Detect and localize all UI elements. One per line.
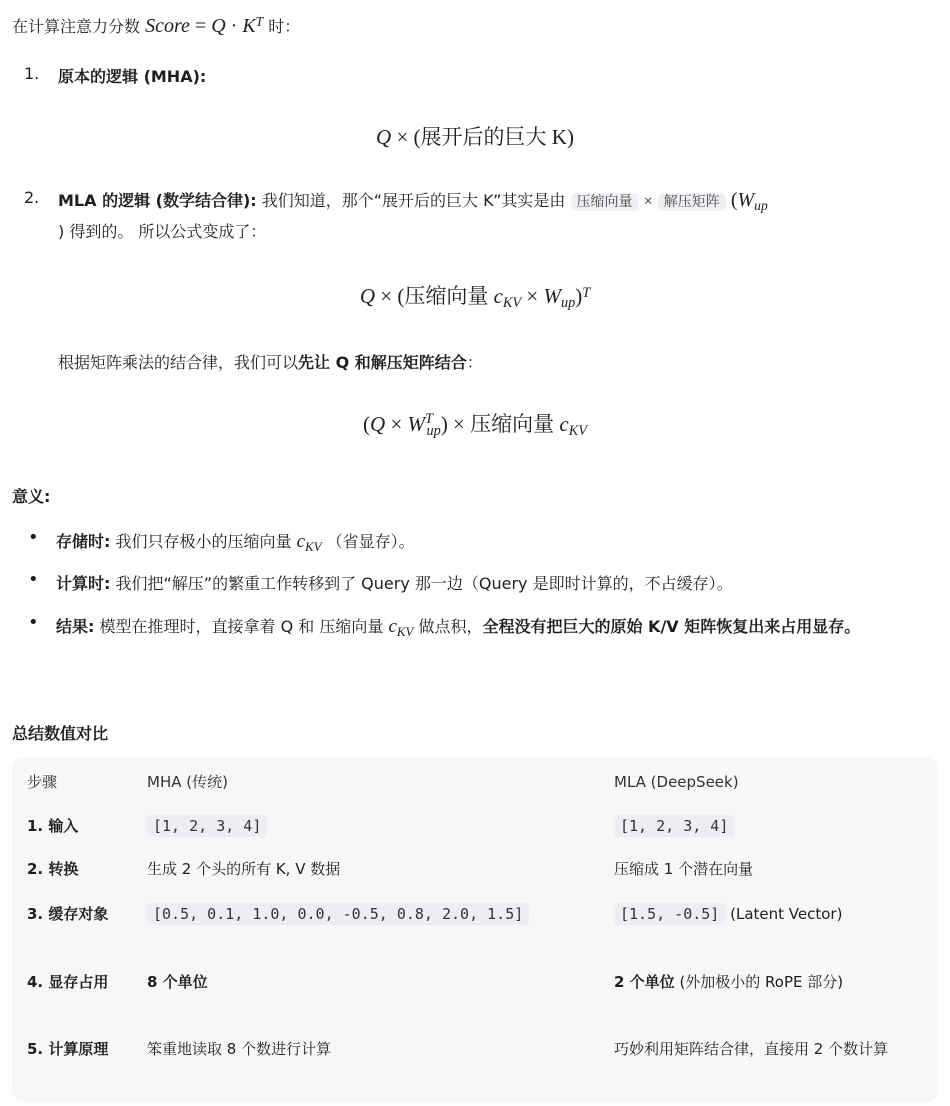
score-formula: Score = $Q \cdot K^T$: [145, 13, 264, 37]
step-2-text: 我们知道，那个“展开后的巨大 K”其实是由: [256, 191, 571, 210]
header-step: 步骤: [27, 773, 58, 791]
intro-line: [12, 14, 300, 38]
bullet-text-mid: 做点积，: [413, 617, 483, 636]
cell-mla: 巧妙利用矩阵结合律，直接用 2 个数计算: [614, 1040, 889, 1058]
header-mla: MLA (DeepSeek): [614, 773, 739, 791]
cell-mha-bold: 8 个单位: [147, 973, 208, 991]
chip-decompress-matrix: 解压矩阵: [658, 193, 726, 211]
bullet-text: 模型在推理时，直接拿着 Q 和 压缩向量: [94, 617, 389, 636]
step-2-line1: MLA 的逻辑 (数学结合律): 我们知道，那个“展开后的巨大 K”其实是由 压缩向量 × 解压矩阵 ($W_{up}$: [58, 189, 768, 214]
cell-step: 3. 缓存对象: [27, 905, 109, 923]
formula-mha-text: (展开后的巨大 K): [413, 125, 574, 149]
cell-step: 2. 转换: [27, 860, 79, 878]
cell-step: 1. 输入: [27, 817, 79, 835]
formula-mla-expanded: Q × (压缩向量 $c_{KV} \times W_{up})^T$: [359, 284, 591, 312]
cell-step: 5. 计算原理: [27, 1040, 109, 1058]
assoc-prefix: 根据矩阵乘法的结合律，我们可以: [58, 353, 299, 372]
cell-mla-bold: 2 个单位: [614, 973, 675, 991]
bullet-dot-icon: •: [28, 569, 39, 590]
chip-compressed-vector: 压缩向量: [571, 193, 639, 211]
cell-mha: 生成 2 个头的所有 K, V 数据: [147, 860, 341, 878]
bullet-text: 我们只存极小的压缩向量: [110, 532, 297, 551]
bullet-label: 计算时:: [56, 574, 111, 593]
formula-word-2: 压缩向量: [470, 412, 555, 436]
assoc-suffix: ：: [466, 353, 483, 372]
assoc-line: [58, 350, 483, 373]
cell-step: 4. 显存占用: [27, 973, 109, 991]
assoc-bold: 先让 Q 和解压矩阵结合: [298, 353, 467, 372]
formula-mla-assoc: $(Q \times W^T_{up})$ × 压缩向量 $c_{KV}$: [363, 411, 587, 440]
cell-mla-tail: (外加极小的 RoPE 部分): [674, 973, 844, 991]
cell-mla-code: [1, 2, 3, 4]: [614, 815, 734, 837]
bullet-dot-icon: •: [28, 612, 39, 633]
step-2-number: 2.: [24, 188, 40, 207]
step-2-title: MLA 的逻辑 (数学结合律):: [58, 191, 257, 210]
cell-mha: 笨重地读取 8 个数进行计算: [147, 1040, 332, 1058]
intro-suffix: 时：: [263, 17, 301, 36]
cell-mla-tail: (Latent Vector): [725, 905, 843, 923]
intro-prefix: 在计算注意力分数: [12, 17, 141, 36]
formula-mha: Q × (展开后的巨大 K): [376, 125, 574, 149]
step-2-text-cont: ) 得到的。 所以公式变成了：: [58, 222, 267, 241]
step-1-number: 1.: [24, 64, 40, 83]
bullet-label: 存储时:: [56, 532, 111, 551]
bullet-text-end: （省显存）。: [326, 532, 415, 551]
formula-word: 压缩向量: [404, 284, 489, 308]
cell-mha-code: [1, 2, 3, 4]: [147, 815, 267, 837]
header-mha: MHA (传统): [147, 773, 228, 791]
bullet-dot-icon: •: [28, 527, 39, 548]
bullet-bold-end: 全程没有把巨大的原始 K/V 矩阵恢复出来占用显存。: [482, 617, 861, 636]
bullet-text: 我们把“解压”的繁重工作转移到了 Query 那一边（Query 是即时计算的，不占缓存）。: [110, 574, 733, 593]
cell-mla: 压缩成 1 个潜在向量: [614, 860, 754, 878]
comparison-table: [12, 757, 938, 1102]
meaning-heading: 意义:: [12, 487, 51, 506]
bullet-label: 结果:: [56, 617, 95, 636]
cell-mha-code: [0.5, 0.1, 1.0, 0.0, -0.5, 0.8, 2.0, 1.5]: [147, 903, 529, 925]
summary-heading: 总结数值对比: [12, 724, 109, 743]
step-1-title: 原本的逻辑 (MHA):: [58, 67, 207, 86]
cell-mla-code: [1.5, -0.5]: [614, 903, 725, 925]
